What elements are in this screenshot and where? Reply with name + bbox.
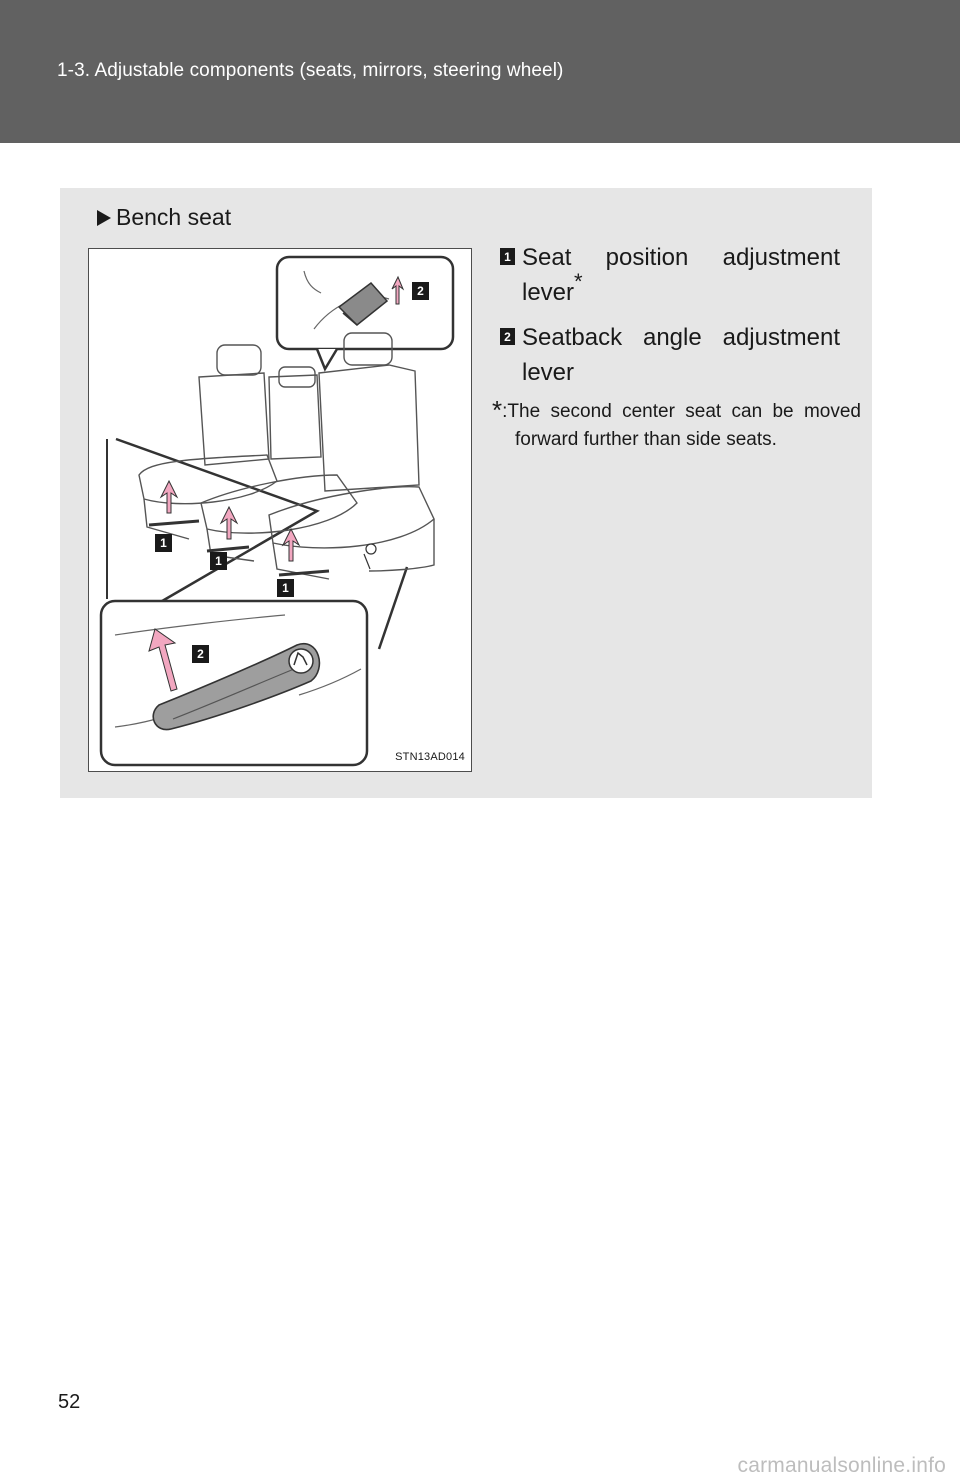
inset-bottom (101, 601, 367, 765)
section-title-text: Bench seat (116, 204, 232, 230)
callout-1a: 1 (155, 534, 172, 552)
legend-item-2 (500, 320, 840, 390)
legend-text-1: Seat position adjustment lever (522, 244, 840, 306)
bench-seat-drawing (89, 249, 473, 773)
callout-1b: 1 (210, 552, 227, 570)
seat-illustration (88, 248, 472, 772)
triangle-bullet-icon (97, 210, 111, 226)
legend (500, 240, 840, 400)
legend-number-2: 2 (500, 328, 515, 345)
header-title: 1-3. Adjustable components (seats, mirrors, steering wheel) (57, 60, 564, 81)
page-header (0, 0, 960, 143)
watermark: carmanualsonline.info (737, 1454, 946, 1477)
callout-2b: 2 (192, 645, 209, 663)
footnote-text: :The second center seat can be moved forward further than side seats. (502, 401, 861, 450)
legend-number-1: 1 (500, 248, 515, 265)
footnote-marker: * (492, 395, 503, 425)
section-title (97, 204, 231, 231)
callout-2a: 2 (412, 282, 429, 300)
figure-code: STN13AD014 (395, 751, 465, 763)
asterisk-marker: * (574, 269, 583, 294)
callout-1c: 1 (277, 579, 294, 597)
page-number: 52 (58, 1391, 81, 1413)
legend-text-2: Seatback angle adjustment lever (522, 324, 840, 386)
inset-top (277, 257, 453, 369)
footnote (492, 394, 861, 454)
legend-item-1 (500, 240, 840, 310)
